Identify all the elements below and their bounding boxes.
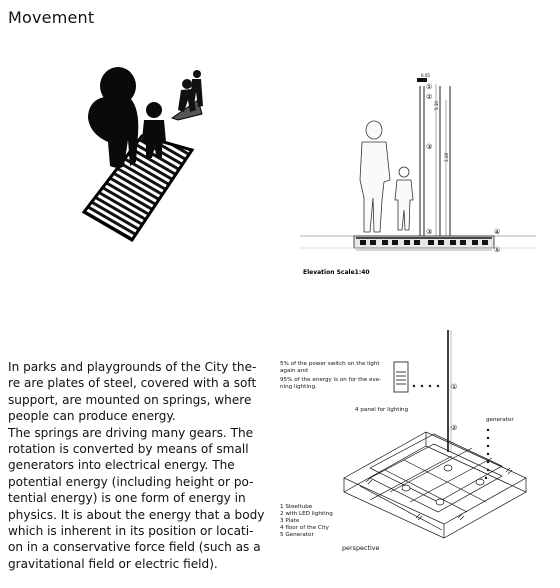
elev-marker-3b: ③	[426, 228, 433, 236]
legend-list: 1 Steeltube 2 with LED lighting 3 Plate 4 floor of the City 5 Generator	[280, 504, 333, 538]
dim-height: 5.10	[434, 101, 439, 110]
steel-grid-plate	[84, 136, 192, 240]
elevation-drawing	[300, 70, 536, 286]
persp-marker-2: ②	[451, 424, 458, 432]
dim-mid: 3.28	[444, 153, 449, 162]
dim-top: 0.05	[421, 73, 430, 78]
adult-silhouette	[88, 67, 138, 168]
elevation-caption: Elevation Scale1:40	[303, 269, 370, 276]
perspective-drawing	[330, 322, 550, 558]
energy-note: 95% of the energy is on for the eve- ning lighting.	[280, 377, 382, 390]
panel-label: 4 panel for lighting	[355, 407, 409, 413]
elev-marker-5: ⑤	[494, 246, 501, 254]
perspective-caption: perspective	[342, 544, 380, 552]
elev-marker-2: ②	[426, 93, 433, 101]
silhouette-illustration	[80, 62, 210, 242]
lighting-panel-icon	[394, 362, 408, 392]
child-outline	[395, 167, 413, 230]
power-note: 5% of the power switch on the light again and	[280, 361, 380, 374]
elev-marker-1: ①	[426, 83, 433, 91]
far-people	[178, 70, 203, 112]
elev-marker-3: ③	[426, 143, 433, 151]
generator-label: generator	[486, 417, 514, 423]
adult-outline	[360, 121, 390, 232]
elev-marker-4: ④	[494, 228, 501, 236]
page-title: Movement	[8, 8, 95, 27]
description-text: In parks and playgrounds of the City the- re are plates of steel, covered with a soft support, are mounted on springs, where people can produce energy. The springs are driving many gears. The rotation is converted by means of small generators into electrical energy. The potential energy (including height or po- tential energy) is one form of energy in physics. It is about the energy that a body which is inherent in its position or locati- on in a conservative force field (such as a gravitational field or electric field).	[8, 360, 265, 571]
persp-marker-1: ①	[451, 383, 458, 391]
